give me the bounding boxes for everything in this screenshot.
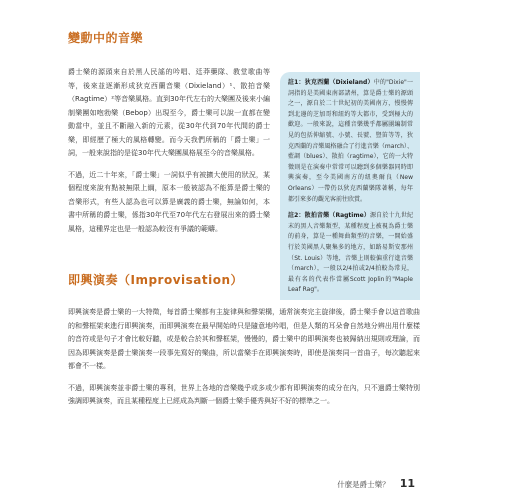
running-head: 什麼是爵士樂？ xyxy=(337,480,390,489)
sidebar-note-2-text: 源自於十九世紀末的黑人音樂類型，某種程度上被視為爵士樂的前身，算是一種舞曲類型的音樂，一開始盛行於美國黑人聚集多的地方，如路易斯安那州（St. Louis）等地，音樂上則較偏重行進音樂（march），一般以2/4拍或2/4拍較為常見，最有名的代表作當屬Scott Joplin的"Maple Leaf Rag"。 xyxy=(288,212,413,294)
sidebar-note-1-label: 註1：狄克西蘭（Dixieland） xyxy=(288,79,374,86)
section-heading-changing-music: 變動中的音樂 xyxy=(68,31,144,45)
page-number: 11 xyxy=(399,477,415,490)
sidebar-note-1 xyxy=(288,78,413,205)
sidebar-notes-box xyxy=(280,72,420,300)
section2-paragraph-2: 不過，即興演奏並非爵士樂的專利，世界上各地的音樂幾乎或多或少都有即興演奏的成分在內，只不過爵士樂特別強調即興演奏，而且某種程度上已經成為判斷一個爵士樂手優秀與好不好的標準之一。 xyxy=(68,383,420,405)
section1-paragraph-1: 爵士樂的源頭來自於黑人民謠的吟唱、廷莽藥隊、教堂歌曲等等，後來並逐漸形成狄克西蘭音樂（Dixieland）¹、散拍音樂（Ragtime）²等音樂風格。直到30年代左右的大樂團及後來小編制樂團如咆勃樂（Bebop）出現至今，爵士樂可以說一直都在變動當中，並且不斷融入新的元素，從30年代到70年代間的爵士樂，即經歷了極大的風格轉變。而今天我們所稱的「爵士樂」一詞，一般來說指的是從30年代大樂團風格展至今的音樂風格。 xyxy=(68,68,270,157)
sidebar-note-2-label: 註2：散拍音樂（Ragtime） xyxy=(288,212,371,220)
section2-paragraph-1: 即興演奏是爵士樂的一大特徵，每首爵士樂都有主旋律與和聲架構，通常演奏完主旋律後，爵士樂手會以這首歌曲的和聲框架來進行即興演奏，而即興演奏在最早開始時只是隨意地吟唱，但是人類的耳朵會自然地分辨出用什麼樣的音符或是句子才會比較好聽，或是較合於其和聲框架，慢慢的，爵士樂中的即興演奏也被歸納出規則或理論，而因為即興演奏是爵士樂演奏一段事先寫好的樂曲，所以當樂手在即興演奏時，即使是演奏同一首曲子，每次聽起來都會不一樣。 xyxy=(68,308,420,370)
section2-body xyxy=(68,306,420,417)
sidebar-note-1-text: 中的"Dixie"一詞指的是美國東南部諸州，算是爵士樂的源頭之一，源自於二十世紀初的美國南方，慢慢傳到北邊的芝加哥和紐約等大都市，受到極大的歡迎。一般來說，這種音樂幾乎都屬團編制常見的包括伸縮號、小號、長號、豎笛等等，狄克西蘭的音樂風格融合了行進音樂（march）、藍調（blues）、散拍（ragtime），它的一大特徵則是在演奏中常常可以聽到多個樂器同時即興演奏，至今美國南方的紐奧爾良（New Orleans）一帶仍以狄克西蘭樂隊著稱，每年都引來多的觀光客前往欣賞。 xyxy=(288,79,414,203)
section-heading-improvisation: 即興演奏（Improvisation） xyxy=(68,273,244,287)
section1-paragraph-2: 不過，近二十年來，「爵士樂」一詞似乎有被擴大使用的狀況，某個程度來說有點被無限上綱，原本一般被認為不能算是爵士樂的音樂形式，有些人認為也可以算是廣義的爵士樂，無論如何，本書中所稱的爵士樂，係指30年代至70年代左右發展出來的爵士樂風格，這種界定也是一般認為較沒有爭議的範疇。 xyxy=(68,170,270,233)
section1-body xyxy=(68,66,270,244)
sidebar-note-2 xyxy=(288,211,413,296)
page-footer xyxy=(337,477,415,490)
